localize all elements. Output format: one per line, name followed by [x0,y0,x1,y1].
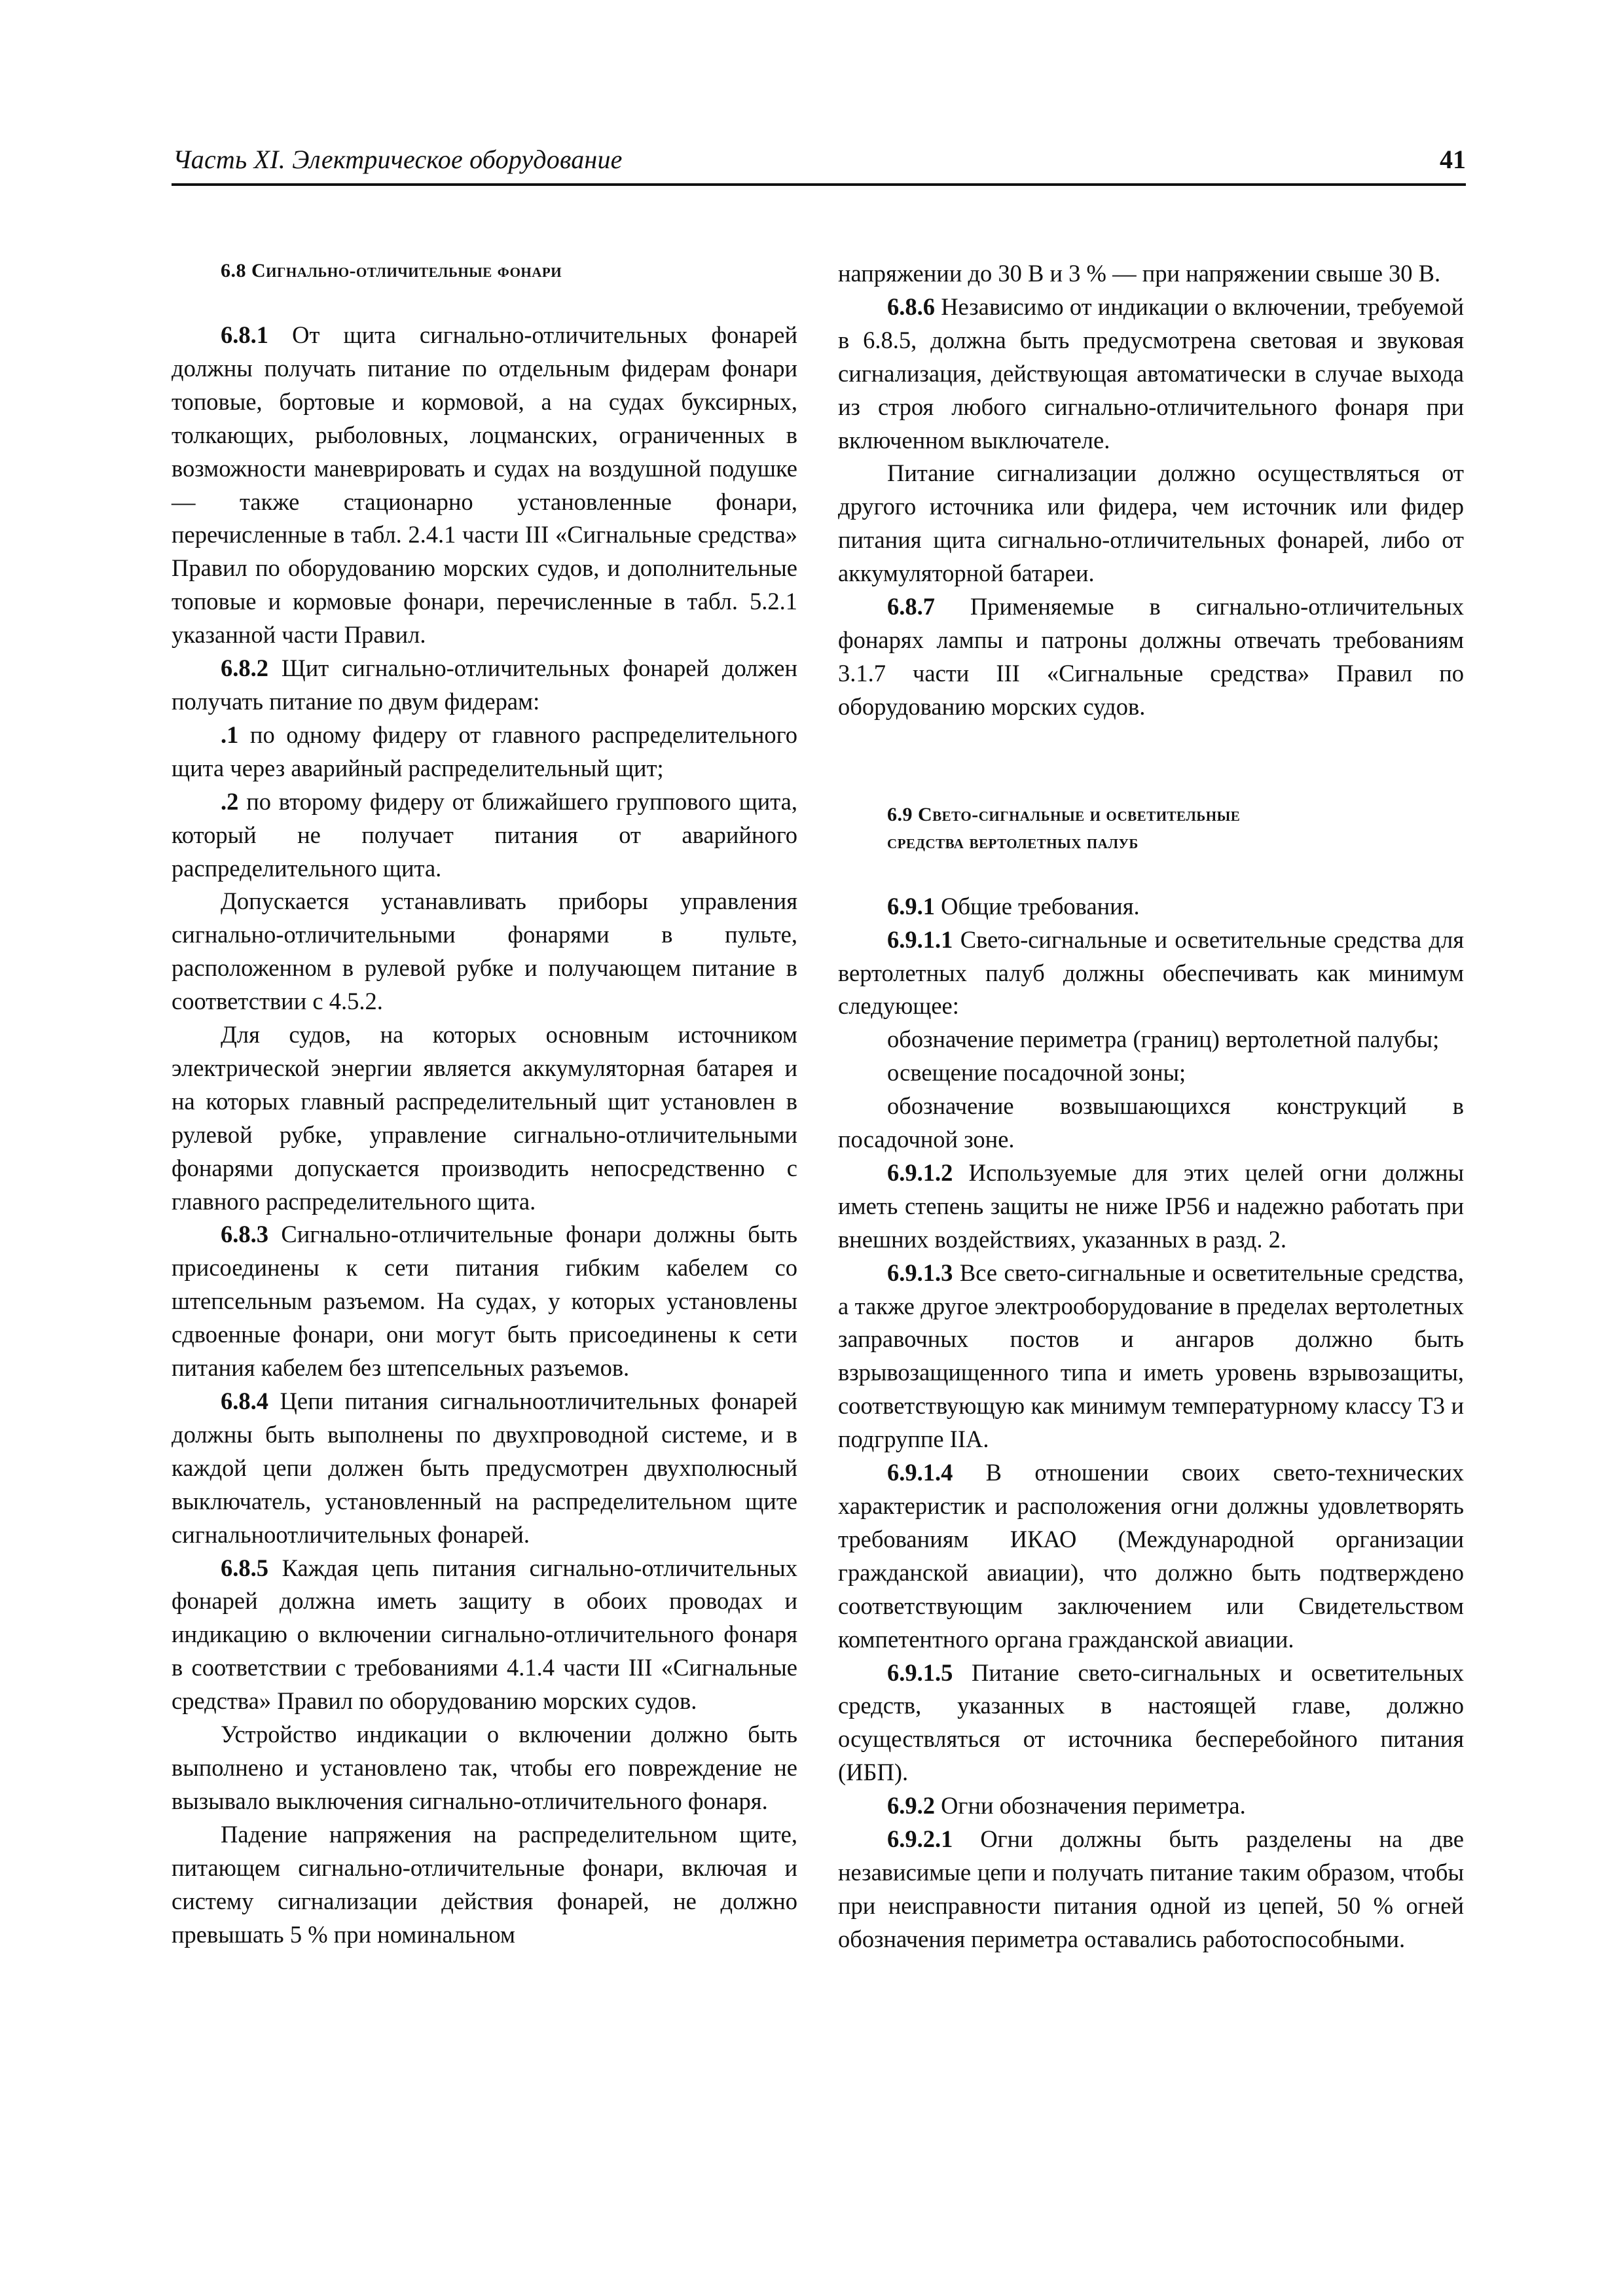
paragraph-6-8-3 [172,1218,797,1385]
clause-text: Общие требования. [935,892,1140,920]
left-column [172,257,797,1951]
clause-text: Питание свето-сигнальных и осветительных средств, указанных в настоящей главе, должно осуществляться от источника бесперебойного питания (ИБП). [838,1659,1464,1786]
paragraph-6-9-1-4 [838,1456,1464,1656]
clause-number: 6.9.1.4 [887,1459,953,1486]
list-item-2 [172,785,797,886]
paragraph-6-9-2 [838,1789,1464,1823]
clause-text: Независимо от индикации о включении, требуемой в 6.8.5, должна быть предусмотрена световая и звуковая сигнализация, действующая автоматически в случае выхода из строя любого сигнально-отличительного фонаря при включенном выключателе. [838,293,1464,454]
paragraph: Допускается устанавливать приборы управления сигнально-отличительными фонарями в пульте, расположенном в рулевой рубке и получающем питание в соответствии с 4.5.2. [172,888,797,1015]
clause-text: Свето-сигнальные и осветительные средства для вертолетных палуб должны обеспечивать как минимум следующее: [838,925,1464,1020]
clause-number: 6.9.1 [887,892,935,920]
paragraph-6-9-1-1 [838,924,1464,1024]
paragraph: Падение напряжения на распределительном щите, питающем сигнально-отличительные фонари, включая и систему сигнализации действия фонарей, не должно превышать 5 % при номинальном [172,1820,797,1948]
paragraph: обозначение периметра (границ) вертолетной палубы; [887,1026,1440,1053]
clause-number: 6.8.3 [221,1221,268,1248]
clause-number: 6.8.4 [221,1388,268,1414]
paragraph-6-8-7 [838,590,1464,724]
clause-text: Сигнально-отличительные фонари должны быть присоединены к сети питания гибким кабелем со штепсельным разъемом. На судах, у которых установлены сдвоенные фонари, они могут быть присоединены к сети питания кабелем без штепсельных разъемов. [172,1221,797,1382]
clause-text: Щит сигнально-отличительных фонарей должен получать питание по двум фидерам: [172,655,797,715]
paragraph: обозначение возвышающихся конструкций в посадочной зоне. [838,1092,1464,1153]
clause-text: Используемые для этих целей огни должны иметь степень защиты не ниже IP56 и надежно работать при внешних воздействиях, указанных в разд. 2. [838,1158,1464,1253]
clause-number: 6.9.2 [887,1792,935,1820]
paragraph-6-9-1 [838,890,1464,924]
list-item-1 [172,719,797,785]
clause-number: 6.9.1.1 [887,925,953,953]
clause-text: В отношении своих свето-технических характеристик и расположения огни должны удовлетворять требованиям ИКАО (Международной организации гражданской авиации), что должно быть подтверждено соответствующим заключением или Свидетельством компетентного органа гражданской авиации. [838,1459,1464,1653]
clause-number: 6.8.6 [887,293,935,320]
paragraph-6-8-6 [838,291,1464,457]
clause-text: От щита сигнально-отличительных фонарей должны получать питание по отдельным фидерам фонари топовые, бортовые и кормовой, а на судах буксирных, толкающих, рыболовных, лоцманских, ограниченных в возможности маневрировать и судах на воздушной подушке — также стационарно установленные фонари, перечисленные в табл. 2.4.1 части III «Сигнальные средства» Правил по оборудованию морских судов, и дополнительные топовые и кормовые фонари, перечисленные в табл. 5.2.1 указанной части Правил. [172,321,797,649]
paragraph-continuation: напряжении до 30 В и 3 % — при напряжении свыше 30 В. [838,260,1441,287]
paragraph-6-8-2 [172,652,797,719]
clause-number: 6.8.2 [221,655,268,682]
paragraph: Питание сигнализации должно осуществляться от другого источника или фидера, чем источник или фидер питания щита сигнально-отличительных фонарей, либо от аккумуляторной батареи. [838,459,1464,587]
right-column [838,257,1464,1956]
section-heading-6-9-line1: 6.9 Свето-сигнальные и осветительные [887,803,1241,825]
clause-text: Все свето-сигнальные и осветительные средства, а также другое электрооборудование в пределах вертолетных заправочных постов и ангаров должно быть взрывозащищенного типа и иметь уровень взрывозащиты, соответствующую как минимум температурному классу Т3 и подгруппе IIA. [838,1259,1464,1453]
clause-text: Каждая цепь питания сигнально-отличительных фонарей должна иметь защиту в обоих проводах и индикацию о включении сигнально-отличительного фонаря в соответствии с требованиями 4.1.4 части III «Сигнальные средства» Правил по оборудованию морских судов. [172,1554,797,1715]
section-heading-6-8: 6.8 Сигнально-отличительные фонари [221,260,562,281]
running-head: Часть XI. Электрическое оборудование [173,145,623,174]
paragraph-6-9-2-1 [838,1823,1464,1956]
list-item-text: по второму фидеру от ближайшего группового щита, который не получает питания от аварийного распределительного щита. [172,787,797,882]
clause-text: Огни должны быть разделены на две независимые цепи и получать питание таким образом, чтобы при неисправности питания одной из цепей, 50 % огней обозначения периметра оставались работоспособными. [838,1825,1464,1952]
clause-number: 6.9.2.1 [887,1825,953,1853]
paragraph-6-9-1-2 [838,1157,1464,1257]
clause-text: Применяемые в сигнально-отличительных фонарях лампы и патроны должны отвечать требованиям 3.1.7 части III «Сигнальные средства» Правил по оборудованию морских судов. [838,593,1464,720]
paragraph-6-8-4 [172,1385,797,1552]
clause-number: 6.8.1 [221,321,268,348]
paragraph: Для судов, на которых основным источником электрической энергии является аккумуляторная батарея и на которых главный распределительный щит установлен в рулевой рубке, управление сигнально-отличительными фонарями допускается производить непосредственно с главного распределительного щита. [172,1021,797,1215]
list-item-text: по одному фидеру от главного распределительного щита через аварийный распределительный щит; [172,721,797,781]
paragraph-6-9-1-5 [838,1657,1464,1790]
clause-number: 6.9.1.5 [887,1659,953,1686]
list-item-number: .1 [221,721,239,748]
list-item-number: .2 [221,787,239,815]
paragraph-6-8-1 [172,319,797,652]
clause-number: 6.8.5 [221,1554,268,1581]
paragraph-6-8-5 [172,1552,797,1719]
clause-number: 6.9.1.3 [887,1259,953,1286]
clause-text: Цепи питания сигнальноотличительных фонарей должны быть выполнены по двухпроводной системе, и в каждой цепи должен быть предусмотрен двухполюсный выключатель, установленный на распределительном щите сигнальноотличительных фонарей. [172,1388,797,1548]
paragraph: освещение посадочной зоны; [887,1059,1186,1086]
paragraph: Устройство индикации о включении должно быть выполнено и установлено так, чтобы его повреждение не вызывало выключения сигнально-отличительного фонаря. [172,1721,797,1814]
page-header [172,143,1466,186]
clause-text: Огни обозначения периметра. [935,1792,1246,1820]
clause-number: 6.8.7 [887,593,935,620]
page-number: 41 [1440,145,1466,174]
section-heading-6-9-line2: средства вертолетных палуб [887,831,1139,853]
clause-number: 6.9.1.2 [887,1158,953,1186]
paragraph-6-9-1-3 [838,1257,1464,1456]
